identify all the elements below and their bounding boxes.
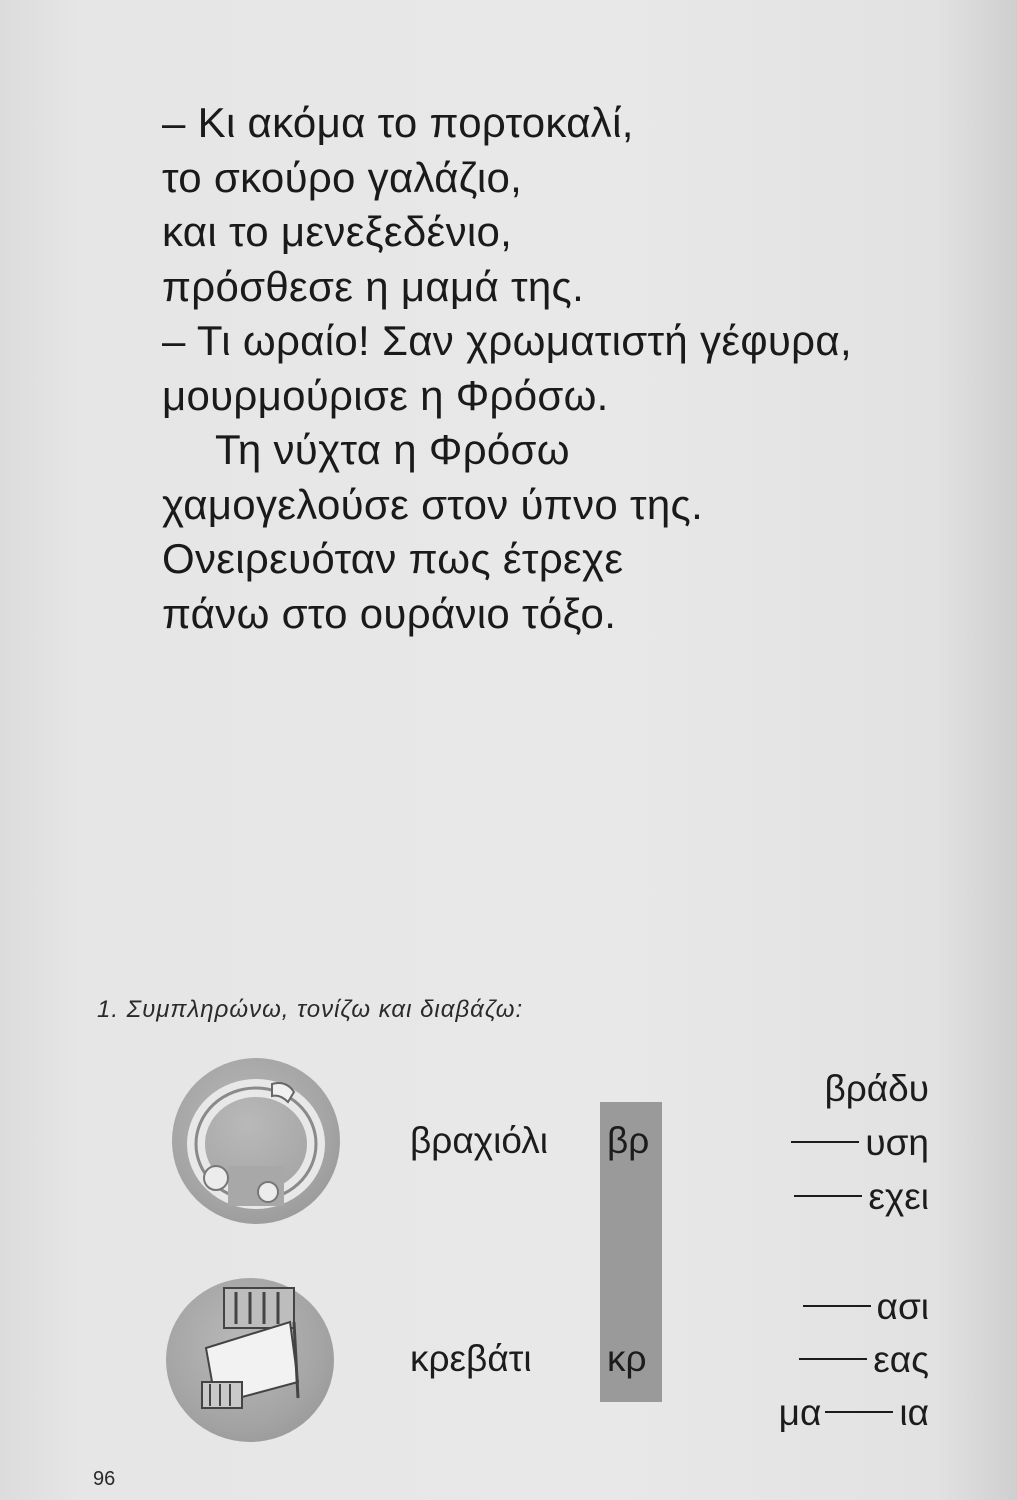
fill-blank[interactable] [825,1410,893,1413]
story-line: και το μενεξεδένιο, [162,208,513,255]
fill-item [824,1068,929,1110]
page-number: 96 [93,1468,116,1490]
fill-prefix: μα [778,1392,822,1433]
story-line: χαμογελούσε στον ύπνο της. [162,480,704,528]
story-line: το σκούρο γαλάζιο, [162,153,523,201]
fill-suffix: εχει [868,1176,929,1217]
fill-suffix: ασι [876,1286,929,1327]
fill-blank[interactable] [799,1357,867,1360]
fill-suffix: εας [873,1339,929,1380]
bracelet-icon [172,1058,340,1224]
story-line: πρόσθεσε η μαμά της. [162,262,585,310]
fill-suffix: βράδυ [824,1068,929,1109]
word-bed: κρεβάτι [410,1338,532,1379]
fill-suffix: υση [865,1122,929,1163]
syllable-vr: βρ [607,1120,650,1161]
story-line: πάνω στο ουράνιο τόξο. [162,589,617,637]
fill-blank[interactable] [803,1304,871,1307]
story-line: – Τι ωραίο! Σαν χρωματιστή γέφυρα, [162,317,852,364]
syllable-kr: κρ [607,1338,647,1379]
fill-item [795,1339,929,1381]
fill-blank[interactable] [794,1194,862,1197]
fill-item [799,1286,929,1328]
fill-suffix: ια [899,1392,929,1433]
story-text [162,96,852,641]
fill-item [790,1176,929,1218]
fill-item [787,1122,929,1164]
fill-item [779,1392,929,1434]
exercise-title: 1. Συμπληρώνω, τονίζω και διαβάζω: [97,996,524,1023]
word-bracelet: βραχιόλι [410,1120,548,1161]
fill-blank[interactable] [791,1140,859,1143]
story-line: Ονειρευόταν πως έτρεχε [162,535,624,582]
story-line: μουρμούρισε η Φρόσω. [162,371,609,419]
story-line: Τη νύχτα η Φρόσω [215,426,570,473]
bed-icon [166,1278,334,1442]
story-line: – Κι ακόμα το πορτοκαλί, [162,99,634,146]
